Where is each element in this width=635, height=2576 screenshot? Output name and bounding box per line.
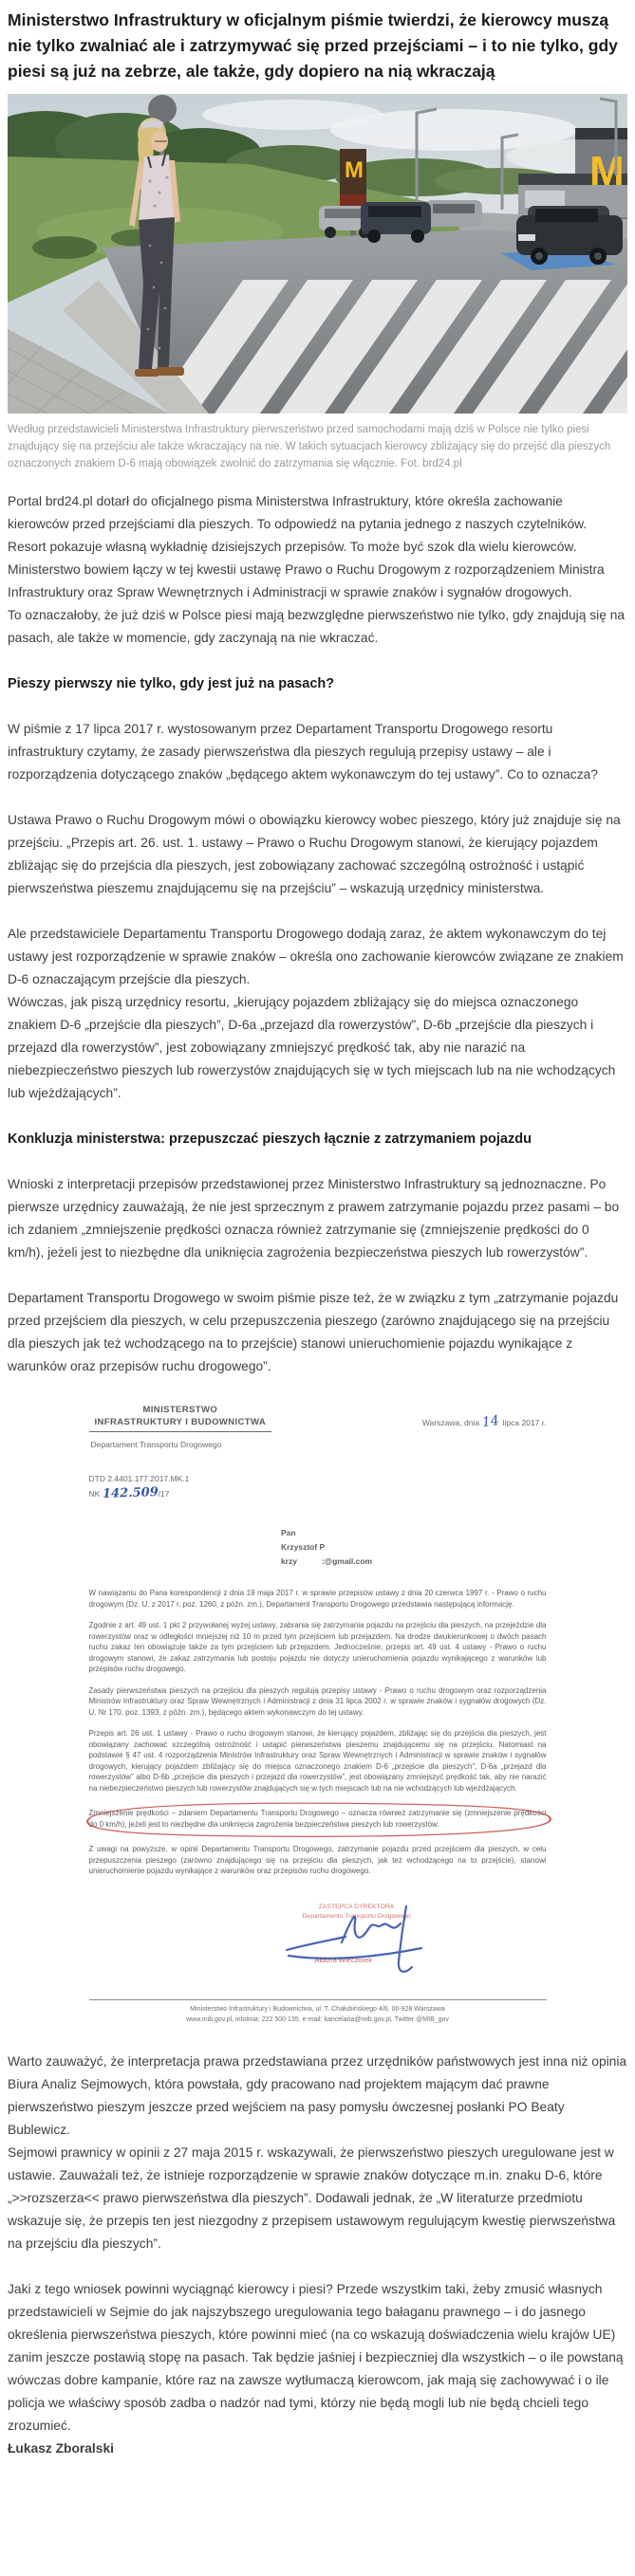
mcdonalds-arches-icon: M [345,157,364,184]
addressee-name-fragment: krzy [280,1556,297,1567]
section-heading: Konkluzja ministerstwa: przepuszczać pieszych łącznie z zatrzymaniem pojazdu [8,1131,532,1147]
paragraph: Departament Transportu Drogowego w swoim piśmie pisze też, że w związku z tym „zatrzymanie pojazdu przed przejściem dla pieszych, w celu przepuszczenia pieszego (zarówno znajdującego się na przejściu dla pieszych jak też wchodzącego na to przejście) stanowi unieruchomienie pojazdu wynikające z warunków oraz przepisów ruchu drogowego”. [8,1290,619,1373]
paragraph: W piśmie z 17 lipca 2017 r. wystosowanym przez Departament Transportu Drogowego resortu infrastruktury czytamy, że zasady pierwszeństwa dla pieszych regulują przepisy ustawy – ale i rozporządzenia dotyczącego znaków „będącego aktem wykonawczym do tej ustawy”. Co to oznacza? [8,721,598,782]
ministry-name-line2: INFRASTRUKTURY I BUDOWNICTWA [94,1416,267,1427]
paragraph: Ustawa Prawo o Ruchu Drogowym mówi o obowiązku kierowcy wobec pieszego, który już znajduje się na przejściu. „Przepis art. 26. ust. 1. ustawy – Prawo o Ruchu Drogowym stanowi, że kierujący pojazdem zbliżając się do przejścia dla pieszych, jest zobowiązany zachować szczególną ostrożność i ustąpić pierwszeństwa pieszemu znajdującemu się na przejściu” – wskazują urzędnicy ministerstwa. [8,812,621,895]
article-headline: Ministerstwo Infrastruktury w oficjalnym piśmie twierdzi, że kierowcy muszą nie tylko zwalniać ale i zatrzymywać się przed przejściami – i to nie tylko, gdy piesi są już na zebrze, ale także, gdy dopiero na nią wkraczają [8,10,618,82]
handwritten-date: 14 [481,1412,501,1430]
paragraph: Portal brd24.pl dotarł do oficjalnego pisma Ministerstwa Infrastruktury, które określa zachowanie kierowców przed przejściami dla pieszych. To odpowiedź na pytania jednego z naszych czytelników. Resort pokazuje własną wykładnię dzisiejszych przepisów. To może być szok dla wielu kierowców. [8,493,588,554]
handwritten-signature [279,1895,459,1990]
letter-paragraph: Zgodnie z art. 49 ust. 1 pkt 2 przywołanej wyżej ustawy, zabrania się zatrzymania pojazdu na przejściu dla pieszych, na przejeździe dla rowerzystów oraz w odległości mniejszej niż 10 m przed tym przejściem lub przejazdem. Na drodze dwukierunkowej o dwóch pasach ruchu zakaz ten obowiązuje także za tym przejściem lub przejazdem. Jednocześnie, przepis art. 49 ust. 4 ustawy - Prawo o ruchu drogowym stanowi, że zakaz zatrzymania lub postoju pojazdu nie dotyczy unieruchomienia pojazdu wynikającego z warunków lub przepisów ruchu drogowego. [88,1621,547,1674]
letterhead [89,1405,272,1433]
addressee-email: :@gmail.com [321,1556,373,1567]
article-body [8,490,627,1378]
signer-name: Aldona Wieczorek [314,1955,372,1964]
paragraph: Wówczas, jak piszą urzędnicy resortu, „kierujący pojazdem zbliżający się do miejsca oznaczonego znakiem D-6 „przejście dla pieszych”, D-6a „przejazd dla rowerzystów”, D-6b „przejście dla pieszych i przejazd dla rowerzystów”, jest zobowiązany zmniejszyć prędkość tak, aby nie narazić na niebezpieczeństwo pieszych lub rowerzystów znajdujących się w tych miejscach lub na nie wchodzących lub wjeżdżających”. [8,994,616,1100]
paragraph: Warto zauważyć, że interpretacja prawa przedstawiana przez urzędników państwowych jest inna niż opinia Biura Analiz Sejmowych, która powstała, gdy pracowano nad projektem mającym dać prawne pierwszeństwo pieszym jeszcze przed wejściem na pasy pomysłu ówczesnej posłanki PO Beaty Bublewicz. [8,2053,627,2137]
ministry-letter-scan [89,1405,547,2026]
letter-paragraph: Zasady pierwszeństwa pieszych na przejściu dla pieszych regulują przepisy ustawy - Prawo o ruchu drogowym oraz rozporządzenia Ministrów Infrastruktury oraz Spraw Wewnętrznych i Administracji z dnia 31 lipca 2002 r. w sprawie znaków i sygnałów drogowych (Dz. U. Nr 170, poz. 1393, z późn. zm.), będącego aktem wykonawczym do tej ustawy. [88,1685,547,1717]
letter-body [89,1588,547,1877]
photo-caption: Według przedstawicieli Ministerstwa Infrastruktury pierwszeństwo przed samochodami mają dziś w Polsce nie tylko piesi znajdujący się na przejściu ale także wkraczający na nie. W takich sytuacjach kierowcy zbliżający się do przejść dla pieszych oznaczonych znakiem D-6 mają obowiązek zwolnić do zatrzymania się włącznie. Fot. brd24.pl [8,424,611,469]
letter-paragraph: Z uwagi na powyższe, w opinii Departamentu Transportu Drogowego, zatrzymanie pojazdu przed przejściem dla pieszych, w celu przepuszczenia pieszego (zarówno znajdującego się na przejściu dla pieszych, jak też wchodzącego na to przejście), stanowi unieruchomienie pojazdu wynikające z warunków oraz przepisów ruchu drogowego. [88,1845,547,1876]
letter-paragraph: Przepis art. 26 ust. 1 ustawy - Prawo o ruchu drogowym stanowi, że kierujący pojazdem, zbliżając się do przejścia dla pieszych, jest obowiązany zachować szczególną ostrożność i ustąpić pierwszeństwa pieszemu znajdującemu się na przejściu. Natomiast na podstawie § 47 ust. 4 rozporządzenia Ministrów Infrastruktury oraz Spraw Wewnętrznych i Administracji w sprawie znaków i sygnałów drogowych, kierujący pojazdem zbliżający się do miejsca oznaczonego znakiem D-6 „przejście dla pieszych”, D-6a „przejazd dla rowerzystów” albo D-6b „przejście dla pieszych i przejazd dla rowerzystów”, jest obowiązany zmniejszyć prędkość tak, aby nie narazić na niebezpieczeństwo pieszych lub rowerzystów znajdujących się w tych miejscach lub na nie wchodzących lub wjeżdżających. [88,1729,547,1793]
reference-dtd: DTD 2.4401.177.2017.MK.1 [88,1474,190,1484]
author-byline: Łukasz Zboralski [8,2440,114,2456]
mcdonalds-arches-icon: M [589,148,625,195]
paragraph: Jaki z tego wniosek powinni wyciągnąć kierowcy i piesi? Przede wszystkim taki, żeby zmusić własnych przedstawicieli w Sejmie do jak najszybszego uregulowania tego bałaganu prawnego – i do jasnego określenia pierwszeństwa pieszych, które powinni mieć (na co wskazują doświadczenia wielu krajów UE) zanim jeszcze postawią stopę na pasach. Tak będzie jaśniej i bezpieczniej dla wszystkich – o ile powstaną wówczas dobre kampanie, które raz na zawsze wytłumaczą kierowcom, jak mają się zachowywać i o ile policja we właściwy sposób zadba o nadzór nad tymi, którzy nie będą mogli lub nie będą chcieli tego zrozumieć. [8,2281,624,2433]
letter-date: Warszawa, dnia 14 lipca 2017 r. [421,1412,547,1430]
red-circled-paragraph [82,1804,554,1833]
deputy-director-stamp: ZASTĘPCA DYREKTORA Departamentu Transportu Drogowego [302,1903,411,1921]
paragraph: Ministerstwo bowiem łączy w tej kwestii ustawę Prawo o Ruchu Drogowym z rozporządzeniem Ministra Infrastruktury oraz Spraw Wewnętrznych i Administracji w sprawie znaków i sygnałów drogowych. [8,561,605,599]
letter-paragraph: Zmniejszenie prędkości – zdaniem Departamentu Transportu Drogowego – oznacza również zatrzymanie się (zmniejszenie prędkości do 0 km/h), jeżeli jest to niezbędne dla uniknięcia zagrożenia bezpieczeństwa pieszych lub rowerzystów. [88,1809,547,1829]
article-body-continued [8,2051,627,2460]
paragraph: To oznaczałoby, że już dziś w Polsce piesi mają bezwzględne pierwszeństwo nie tylko, gdy znajdują się na pasach, ale także w momencie, gdy zaczynają na nie wkraczać. [8,607,626,645]
letter-footer: Ministerstwo Infrastruktury i Budownictwa, ul. T. Chałubińskiego 4/6, 00-928 Warszawa www.mib.gov.pl, infolinia: 222 500 135, e-mail: kancelaria@mib.gov.pl, Twitter @MIB_gov [89,1999,547,2026]
letter-paragraph: W nawiązaniu do Pana korespondencji z dnia 19 maja 2017 r. w sprawie przepisów ustawy z dnia 20 czerwca 1997 r. - Prawo o ruchu drogowym (Dz. U. z 2017 r. poz. 1260, z późn. zm.), Departament Transportu Drogowego przedstawia następującą informację. [88,1589,547,1609]
reference-nk-suffix: /17 [158,1489,170,1500]
addressee-block [281,1526,547,1570]
paragraph: Wnioski z interpretacji przepisów przedstawionej przez Ministerstwo Infrastruktury są jednoznaczne. Po pierwsze urzędnicy zauważają, że nie jest sprzecznym z prawem zatrzymanie pojazdu przez pasami – bo ich zdaniem „zmniejszenie prędkości oznacza również zatrzymanie się (zmniejszenie prędkości do 0 km/h), jeżeli jest to niezbędne dla uniknięcia zagrożenia bezpieczeństwa pieszych lub rowerzystów”. [8,1176,620,1260]
cloud [202,100,383,130]
crossing-photo-illustration [8,94,627,414]
bush [32,236,97,259]
signature-area [89,1887,547,1994]
addressee-name: Krzysztof P [280,1541,326,1552]
paragraph: Sejmowi prawnicy w opinii z 27 maja 2015 r. wskazywali, że pierwszeństwo pieszych uregulowane jest w ustawie. Zauważali też, że istnieje rozporządzenie w sprawie znaków dotyczące m.in. znaku D-6, które „>>rozszerza<< prawo pierwszeństwa dla pieszych”. Dodawali jednak, że „W literaturze przedmiotu wskazuje się, że przepis ten jest niezgodny z przepisem ustawowym regulującym kwestię pierwszeństwa na przejściu dla pieszych”. [8,2144,616,2251]
ministry-name-line1: MINISTERSTWO [142,1404,218,1415]
paragraph: Ale przedstawiciele Departamentu Transportu Drogowego dodają zaraz, że aktem wykonawczym do tej ustawy jest rozporządzenie w sprawie znaków – określa ono zachowanie kierowców związane ze znakiem D-6 oznaczającym przejście dla pieszych. [8,926,624,986]
reference-nk-prefix: NK [88,1489,101,1500]
section-heading: Pieszy pierwszy nie tylko, gdy jest już na pasach? [8,675,335,691]
article-photo [8,94,627,414]
department-name: Departament Transportu Drogowego [90,1440,222,1450]
addressee-title: Pan [280,1527,296,1537]
handwritten-reference: 142.509 [102,1485,159,1502]
reference-numbers [89,1474,547,1502]
